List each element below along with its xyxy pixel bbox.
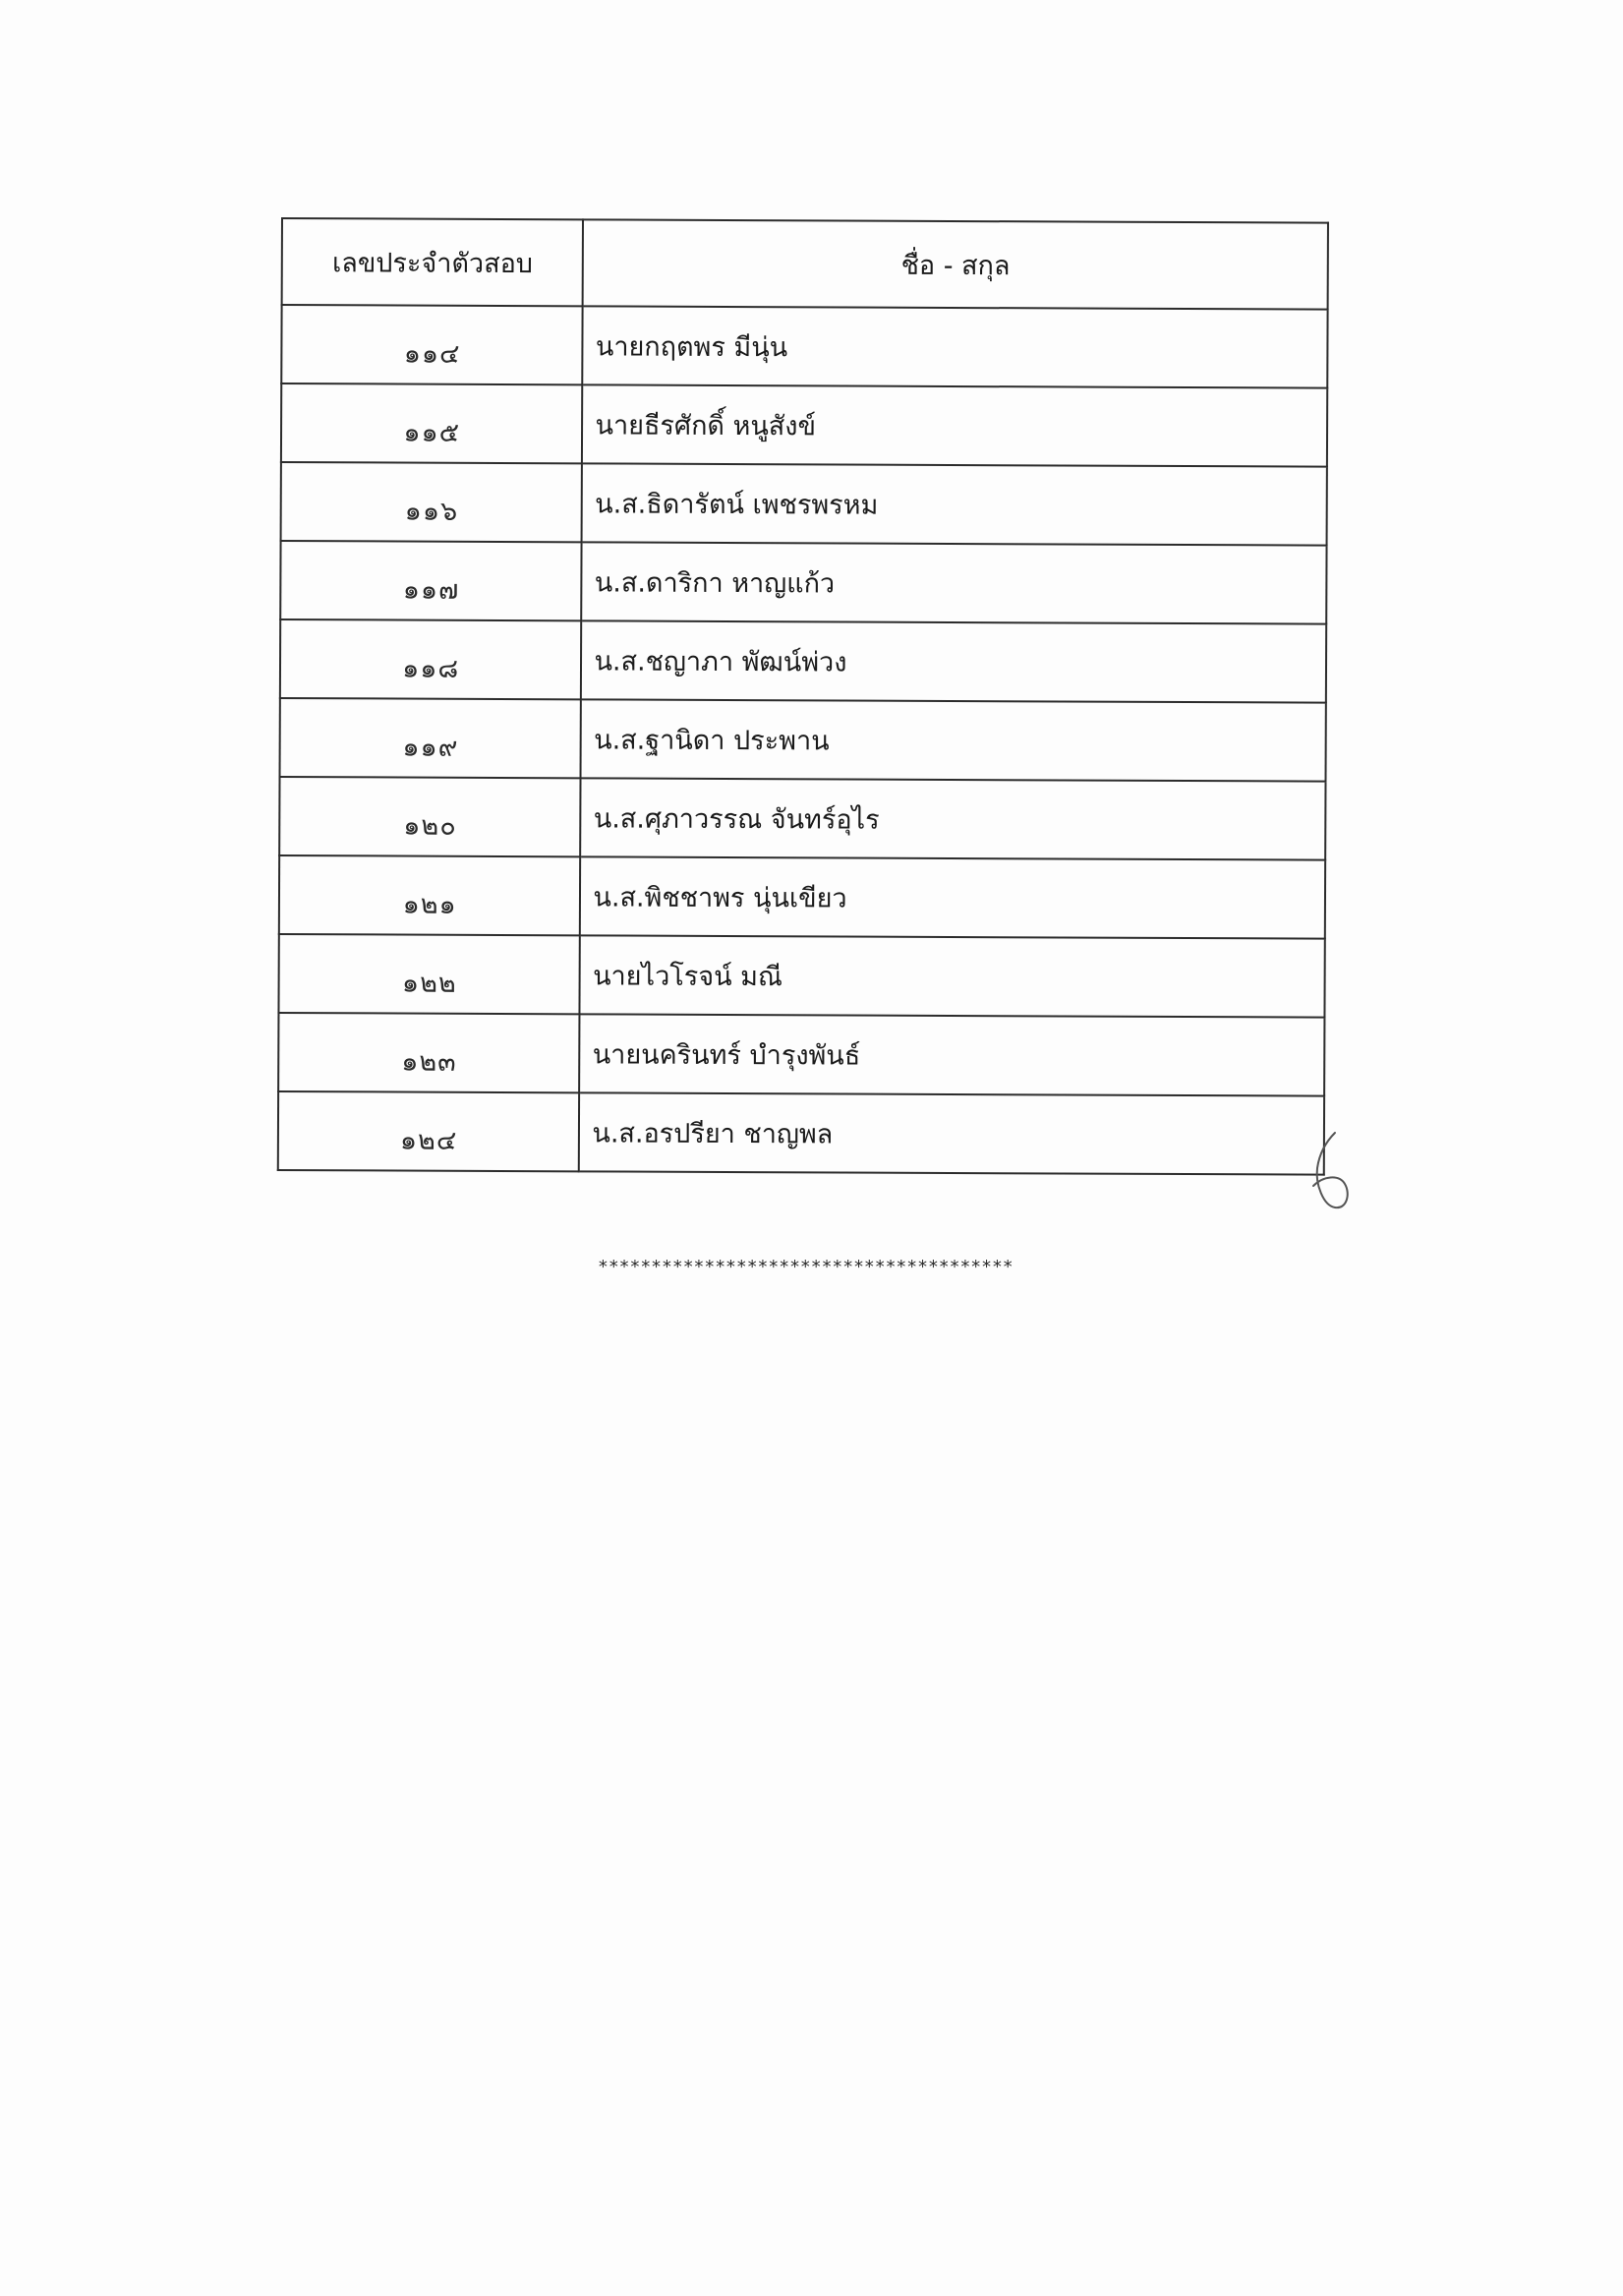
full-name-cell: น.ส.ดาริกา หาญแก้ว: [582, 542, 1327, 623]
table-row: [278, 1013, 1324, 1096]
table-row: [279, 855, 1325, 939]
table-row: [279, 777, 1325, 860]
table-row: [281, 462, 1327, 546]
exam-id-cell: ๑๒๓: [278, 1013, 580, 1092]
exam-id-cell: ๑๑๖: [281, 462, 583, 542]
end-of-list-separator: ***************************************: [598, 1257, 1014, 1277]
exam-id-cell: ๑๒๒: [278, 934, 580, 1014]
header-full-name: ชื่อ - สกุล: [583, 219, 1328, 309]
full-name-cell: น.ส.ศุภาวรรณ จันทร์อุไร: [581, 778, 1326, 859]
full-name-cell: นายไวโรจน์ มณี: [580, 935, 1325, 1017]
table-row: [281, 305, 1327, 388]
exam-id-cell: ๑๑๗: [280, 541, 582, 620]
exam-id-cell: ๑๑๙: [280, 698, 582, 778]
exam-id-cell: ๑๑๔: [281, 305, 583, 384]
exam-id-cell: ๑๒๐: [279, 777, 581, 856]
header-exam-id: เลขประจำตัวสอบ: [282, 218, 584, 306]
handwritten-initial-mark: [1296, 1129, 1355, 1217]
table-header-row: [282, 218, 1328, 310]
table-row: [278, 1091, 1324, 1175]
exam-id-cell: ๑๒๑: [279, 855, 581, 935]
table-row: [281, 383, 1327, 467]
full-name-cell: น.ส.พิชชาพร นุ่นเขียว: [580, 856, 1325, 938]
full-name-cell: นายนครินทร์ บำรุงพันธ์: [580, 1014, 1325, 1095]
exam-id-cell: ๑๑๘: [280, 619, 582, 699]
table-row: [280, 698, 1326, 782]
exam-id-cell: ๑๑๕: [281, 383, 583, 463]
full-name-cell: น.ส.ชญาภา พัฒน์พ่วง: [581, 620, 1326, 702]
full-name-cell: นายธีรศักดิ์ หนูสังข์: [582, 384, 1327, 466]
table-row: [280, 619, 1326, 703]
full-name-cell: นายกฤตพร มีนุ่น: [583, 306, 1328, 387]
full-name-cell: น.ส.ฐานิดา ประพาน: [581, 699, 1326, 781]
candidate-list-table: [277, 217, 1329, 1176]
table-row: [280, 541, 1326, 624]
full-name-cell: น.ส.ธิดารัตน์ เพชรพรหม: [582, 463, 1327, 545]
exam-id-cell: ๑๒๔: [278, 1091, 580, 1171]
full-name-cell: น.ส.อรปรียา ชาญพล: [579, 1092, 1324, 1174]
table-row: [278, 934, 1324, 1018]
